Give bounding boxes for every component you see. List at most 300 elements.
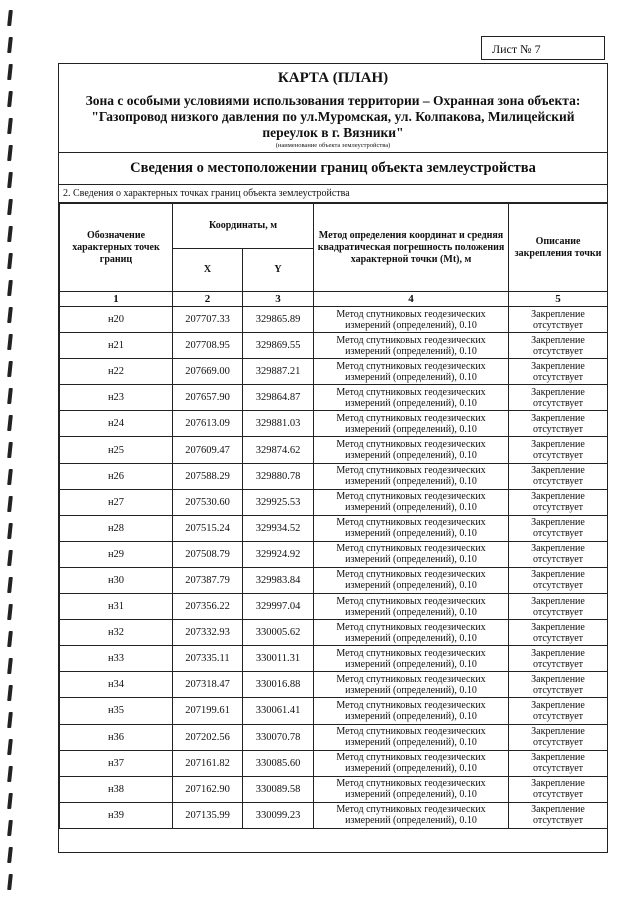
binding-hole — [7, 226, 13, 242]
desc-cell — [509, 698, 608, 724]
y-value: 330016.88 — [255, 679, 301, 691]
y-value: 329874.62 — [255, 444, 301, 456]
x-value: 207387.79 — [185, 574, 230, 586]
point-cell — [60, 750, 173, 776]
point-cell — [60, 515, 173, 541]
binding-hole — [7, 685, 13, 701]
desc-line-1: Закрепление — [531, 595, 585, 607]
binding-hole — [7, 334, 13, 350]
y-cell — [243, 489, 314, 515]
point-cell — [60, 333, 173, 359]
point-cell — [60, 489, 173, 515]
x-cell — [173, 385, 243, 411]
col-point-header: Обозначение характерных точек границ — [60, 204, 173, 292]
table-row — [60, 489, 608, 515]
x-cell — [173, 698, 243, 724]
method-cell — [314, 724, 509, 750]
y-value: 329881.03 — [255, 418, 301, 430]
method-cell — [314, 515, 509, 541]
point-cell — [60, 698, 173, 724]
method-line-2: измерений (определений), 0.10 — [345, 423, 477, 435]
table-row — [60, 359, 608, 385]
subsection-title: 2. Сведения о характерных точках границ объекта землеустройства — [59, 185, 607, 203]
x-value: 207669.00 — [185, 366, 230, 378]
method-line-2: измерений (определений), 0.10 — [345, 815, 477, 827]
binding-hole — [7, 874, 13, 890]
point-cell — [60, 620, 173, 646]
y-value: 329864.87 — [255, 392, 301, 404]
y-cell — [243, 802, 314, 828]
method-line-2: измерений (определений), 0.10 — [345, 684, 477, 696]
table-row — [60, 620, 608, 646]
table-row — [60, 776, 608, 802]
point-id: н30 — [107, 574, 125, 586]
y-cell — [243, 359, 314, 385]
point-id: н38 — [107, 783, 125, 795]
binding-hole — [7, 712, 13, 728]
binding-hole — [7, 523, 13, 539]
point-cell — [60, 385, 173, 411]
method-line-1: Метод спутниковых геодезических — [336, 308, 486, 320]
method-line-2: измерений (определений), 0.10 — [345, 789, 477, 801]
method-line-1: Метод спутниковых геодезических — [336, 778, 486, 790]
x-cell — [173, 750, 243, 776]
binding-hole — [7, 10, 13, 26]
method-cell — [314, 567, 509, 593]
x-value: 207609.47 — [185, 444, 230, 456]
method-line-1: Метод спутниковых геодезических — [336, 647, 486, 659]
method-line-2: измерений (определений), 0.10 — [345, 502, 477, 514]
desc-line-1: Закрепление — [531, 569, 585, 581]
method-line-2: измерений (определений), 0.10 — [345, 658, 477, 670]
binding-hole — [7, 37, 13, 53]
desc-line-2: отсутствует — [533, 737, 584, 749]
desc-cell — [509, 567, 608, 593]
binding-hole — [7, 118, 13, 134]
method-line-1: Метод спутниковых геодезических — [336, 621, 486, 633]
desc-cell — [509, 489, 608, 515]
x-value: 207135.99 — [185, 809, 230, 821]
x-cell — [173, 646, 243, 672]
y-value: 330005.62 — [255, 627, 301, 639]
desc-line-2: отсутствует — [533, 502, 584, 514]
method-line-2: измерений (определений), 0.10 — [345, 554, 477, 566]
point-cell — [60, 672, 173, 698]
x-value: 207530.60 — [185, 496, 230, 508]
y-value: 329887.21 — [255, 366, 301, 378]
x-value: 207657.90 — [185, 392, 230, 404]
desc-line-2: отсутствует — [533, 423, 584, 435]
x-cell — [173, 541, 243, 567]
col-number: 5 — [509, 292, 608, 307]
method-line-1: Метод спутниковых геодезических — [336, 334, 486, 346]
desc-line-1: Закрепление — [531, 543, 585, 555]
y-cell — [243, 385, 314, 411]
y-value: 330099.23 — [255, 809, 301, 821]
desc-line-2: отсутствует — [533, 554, 584, 566]
y-cell — [243, 646, 314, 672]
table-row — [60, 594, 608, 620]
method-line-1: Метод спутниковых геодезических — [336, 439, 486, 451]
col-method-header: Метод определения координат и средняя квадратическая погрешность положения характерной точки (Mt), м — [314, 204, 509, 292]
point-id: н27 — [107, 496, 125, 508]
method-line-2: измерений (определений), 0.10 — [345, 763, 477, 775]
binding-hole — [7, 280, 13, 296]
desc-line-2: отсутствует — [533, 710, 584, 722]
x-value: 207332.93 — [185, 627, 230, 639]
col-number: 2 — [173, 292, 243, 307]
point-id: н31 — [107, 601, 125, 613]
point-cell — [60, 646, 173, 672]
x-value: 207613.09 — [185, 418, 230, 430]
y-cell — [243, 541, 314, 567]
x-cell — [173, 437, 243, 463]
x-value: 207202.56 — [185, 731, 230, 743]
point-id: н24 — [107, 418, 125, 430]
desc-line-2: отсутствует — [533, 450, 584, 462]
document-title: КАРТА (ПЛАН) — [277, 70, 389, 86]
method-cell — [314, 672, 509, 698]
binding-hole — [7, 442, 13, 458]
desc-line-2: отсутствует — [533, 319, 584, 331]
desc-line-2: отсутствует — [533, 763, 584, 775]
desc-line-1: Закрепление — [531, 621, 585, 633]
binding-hole — [7, 658, 13, 674]
table-row — [60, 802, 608, 828]
desc-line-1: Закрепление — [531, 334, 585, 346]
col-number: 1 — [60, 292, 173, 307]
x-cell — [173, 620, 243, 646]
method-cell — [314, 802, 509, 828]
desc-cell — [509, 776, 608, 802]
x-cell — [173, 359, 243, 385]
method-line-2: измерений (определений), 0.10 — [345, 371, 477, 383]
desc-line-1: Закрепление — [531, 778, 585, 790]
method-cell — [314, 776, 509, 802]
desc-line-1: Закрепление — [531, 752, 585, 764]
desc-cell — [509, 359, 608, 385]
method-line-2: измерений (определений), 0.10 — [345, 528, 477, 540]
point-id: н36 — [107, 731, 125, 743]
desc-cell — [509, 594, 608, 620]
y-cell — [243, 620, 314, 646]
table-body — [60, 307, 608, 829]
desc-line-1: Закрепление — [531, 647, 585, 659]
point-cell — [60, 724, 173, 750]
method-cell — [314, 463, 509, 489]
point-id: н39 — [107, 809, 125, 821]
method-line-2: измерений (определений), 0.10 — [345, 476, 477, 488]
desc-line-2: отсутствует — [533, 371, 584, 383]
object-name-line-2: "Газопровод низкого давления по ул.Муромская, ул. Колпакова, Милицейский — [91, 109, 575, 124]
point-cell — [60, 541, 173, 567]
x-cell — [173, 724, 243, 750]
desc-line-1: Закрепление — [531, 699, 585, 711]
desc-cell — [509, 802, 608, 828]
x-value: 207199.61 — [185, 705, 230, 717]
point-cell — [60, 463, 173, 489]
binding-hole — [7, 496, 13, 512]
x-cell — [173, 594, 243, 620]
point-id: н20 — [107, 314, 125, 326]
binding-hole — [7, 172, 13, 188]
desc-cell — [509, 307, 608, 333]
binding-hole — [7, 91, 13, 107]
col-number: 3 — [243, 292, 314, 307]
x-value: 207508.79 — [185, 548, 230, 560]
point-id: н22 — [107, 366, 125, 378]
y-value: 329925.53 — [255, 496, 301, 508]
binding-hole — [7, 739, 13, 755]
y-cell — [243, 437, 314, 463]
point-id: н26 — [107, 470, 125, 482]
desc-cell — [509, 541, 608, 567]
col-desc-header: Описание закрепления точки — [509, 204, 608, 292]
binding-hole — [7, 64, 13, 80]
desc-cell — [509, 437, 608, 463]
desc-cell — [509, 620, 608, 646]
y-cell — [243, 567, 314, 593]
y-cell — [243, 672, 314, 698]
point-id: н29 — [107, 548, 125, 560]
y-cell — [243, 333, 314, 359]
desc-line-1: Закрепление — [531, 465, 585, 477]
desc-line-1: Закрепление — [531, 360, 585, 372]
method-cell — [314, 489, 509, 515]
object-name-line-3: переулок в г. Вязники" — [262, 125, 404, 140]
binding-hole — [7, 766, 13, 782]
sheet-number-box — [481, 36, 605, 60]
x-cell — [173, 515, 243, 541]
x-cell — [173, 411, 243, 437]
y-value: 330070.78 — [255, 731, 301, 743]
desc-line-2: отсутствует — [533, 789, 584, 801]
object-name-line-1: Зона с особыми условиями использования территории – Охранная зона объекта: — [85, 93, 581, 108]
point-id: н33 — [107, 653, 125, 665]
method-line-1: Метод спутниковых геодезических — [336, 491, 486, 503]
x-value: 207707.33 — [185, 314, 230, 326]
y-value: 329865.89 — [255, 314, 301, 326]
point-id: н35 — [107, 705, 125, 717]
method-line-1: Метод спутниковых геодезических — [336, 804, 486, 816]
x-value: 207515.24 — [185, 522, 230, 534]
desc-cell — [509, 385, 608, 411]
x-cell — [173, 802, 243, 828]
table-row — [60, 463, 608, 489]
binding-hole — [7, 253, 13, 269]
point-id: н21 — [107, 340, 125, 352]
table-row — [60, 437, 608, 463]
table-row — [60, 567, 608, 593]
binding-hole — [7, 307, 13, 323]
section-title: Сведения о местоположении границ объекта землеустройства — [59, 152, 607, 185]
table-row — [60, 646, 608, 672]
desc-line-2: отсутствует — [533, 815, 584, 827]
desc-line-2: отсутствует — [533, 476, 584, 488]
point-cell — [60, 437, 173, 463]
col-coords-header: Координаты, м — [173, 204, 314, 249]
y-cell — [243, 463, 314, 489]
y-cell — [243, 776, 314, 802]
method-cell — [314, 437, 509, 463]
desc-cell — [509, 333, 608, 359]
x-cell — [173, 489, 243, 515]
desc-line-1: Закрепление — [531, 308, 585, 320]
desc-line-2: отсутствует — [533, 684, 584, 696]
desc-line-2: отсутствует — [533, 345, 584, 357]
y-cell — [243, 750, 314, 776]
desc-line-1: Закрепление — [531, 726, 585, 738]
y-cell — [243, 515, 314, 541]
sheet-number-label: Лист № 7 — [492, 42, 541, 56]
binding-hole — [7, 847, 13, 863]
point-cell — [60, 594, 173, 620]
desc-line-2: отсутствует — [533, 528, 584, 540]
method-line-1: Метод спутниковых геодезических — [336, 517, 486, 529]
binding-hole — [7, 577, 13, 593]
desc-cell — [509, 672, 608, 698]
y-value: 330085.60 — [255, 757, 301, 769]
binding-hole — [7, 145, 13, 161]
binding-hole — [7, 388, 13, 404]
x-value: 207162.90 — [185, 783, 230, 795]
y-cell — [243, 594, 314, 620]
col-number: 4 — [314, 292, 509, 307]
method-cell — [314, 307, 509, 333]
binding-hole — [7, 361, 13, 377]
y-value: 330011.31 — [255, 653, 301, 665]
y-cell — [243, 698, 314, 724]
x-value: 207335.11 — [185, 653, 230, 665]
x-cell — [173, 567, 243, 593]
point-id: н28 — [107, 522, 125, 534]
method-line-1: Метод спутниковых геодезических — [336, 569, 486, 581]
col-x-header: X — [173, 249, 243, 292]
desc-line-1: Закрепление — [531, 517, 585, 529]
y-value: 329983.84 — [255, 574, 301, 586]
y-value: 330061.41 — [255, 705, 301, 717]
method-line-2: измерений (определений), 0.10 — [345, 580, 477, 592]
binding-hole — [7, 820, 13, 836]
point-cell — [60, 776, 173, 802]
binding-hole — [7, 469, 13, 485]
point-id: н23 — [107, 392, 125, 404]
table-row — [60, 515, 608, 541]
desc-cell — [509, 411, 608, 437]
object-name-caption: (наименование объекта землеустройства) — [275, 142, 391, 149]
table-row — [60, 307, 608, 333]
binding-hole — [7, 199, 13, 215]
method-line-1: Метод спутниковых геодезических — [336, 726, 486, 738]
x-value: 207588.29 — [185, 470, 230, 482]
table-row — [60, 750, 608, 776]
desc-cell — [509, 750, 608, 776]
method-line-2: измерений (определений), 0.10 — [345, 450, 477, 462]
boundary-points-table — [59, 203, 608, 829]
method-line-2: измерений (определений), 0.10 — [345, 319, 477, 331]
x-cell — [173, 463, 243, 489]
method-line-2: измерений (определений), 0.10 — [345, 606, 477, 618]
method-cell — [314, 411, 509, 437]
method-cell — [314, 698, 509, 724]
method-line-2: измерений (определений), 0.10 — [345, 710, 477, 722]
binding-holes — [8, 10, 16, 890]
desc-line-2: отсутствует — [533, 580, 584, 592]
table-row — [60, 333, 608, 359]
method-cell — [314, 750, 509, 776]
y-value: 329869.55 — [255, 340, 301, 352]
x-cell — [173, 776, 243, 802]
point-id: н25 — [107, 444, 125, 456]
method-line-2: измерений (определений), 0.10 — [345, 632, 477, 644]
method-line-2: измерений (определений), 0.10 — [345, 397, 477, 409]
desc-line-1: Закрепление — [531, 673, 585, 685]
y-value: 329924.92 — [255, 548, 301, 560]
desc-cell — [509, 515, 608, 541]
method-line-1: Метод спутниковых геодезических — [336, 386, 486, 398]
binding-hole — [7, 604, 13, 620]
point-id: н32 — [107, 627, 125, 639]
method-line-1: Метод спутниковых геодезических — [336, 465, 486, 477]
y-value: 329934.52 — [255, 522, 301, 534]
desc-line-2: отсутствует — [533, 397, 584, 409]
y-value: 329880.78 — [255, 470, 301, 482]
table-row — [60, 411, 608, 437]
x-cell — [173, 307, 243, 333]
object-name — [59, 93, 607, 141]
binding-hole — [7, 415, 13, 431]
table-row — [60, 385, 608, 411]
y-value: 329997.04 — [255, 601, 301, 613]
method-line-1: Метод спутниковых геодезических — [336, 673, 486, 685]
document-header — [59, 64, 607, 153]
method-cell — [314, 646, 509, 672]
point-id: н37 — [107, 757, 125, 769]
col-y-header: Y — [243, 249, 314, 292]
x-value: 207708.95 — [185, 340, 230, 352]
method-cell — [314, 594, 509, 620]
method-cell — [314, 359, 509, 385]
table-row — [60, 724, 608, 750]
document-frame — [58, 63, 608, 853]
desc-cell — [509, 646, 608, 672]
point-cell — [60, 307, 173, 333]
desc-line-2: отсутствует — [533, 632, 584, 644]
x-cell — [173, 333, 243, 359]
desc-line-1: Закрепление — [531, 804, 585, 816]
x-cell — [173, 672, 243, 698]
desc-cell — [509, 463, 608, 489]
table-row — [60, 698, 608, 724]
x-value: 207161.82 — [185, 757, 230, 769]
point-cell — [60, 802, 173, 828]
table-row — [60, 672, 608, 698]
point-cell — [60, 411, 173, 437]
y-value: 330089.58 — [255, 783, 301, 795]
desc-line-1: Закрепление — [531, 386, 585, 398]
method-line-1: Метод спутниковых геодезических — [336, 595, 486, 607]
method-cell — [314, 333, 509, 359]
point-cell — [60, 567, 173, 593]
method-line-2: измерений (определений), 0.10 — [345, 345, 477, 357]
desc-cell — [509, 724, 608, 750]
method-cell — [314, 385, 509, 411]
binding-hole — [7, 550, 13, 566]
binding-hole — [7, 631, 13, 647]
desc-line-2: отсутствует — [533, 658, 584, 670]
method-line-1: Метод спутниковых геодезических — [336, 699, 486, 711]
desc-line-1: Закрепление — [531, 412, 585, 424]
